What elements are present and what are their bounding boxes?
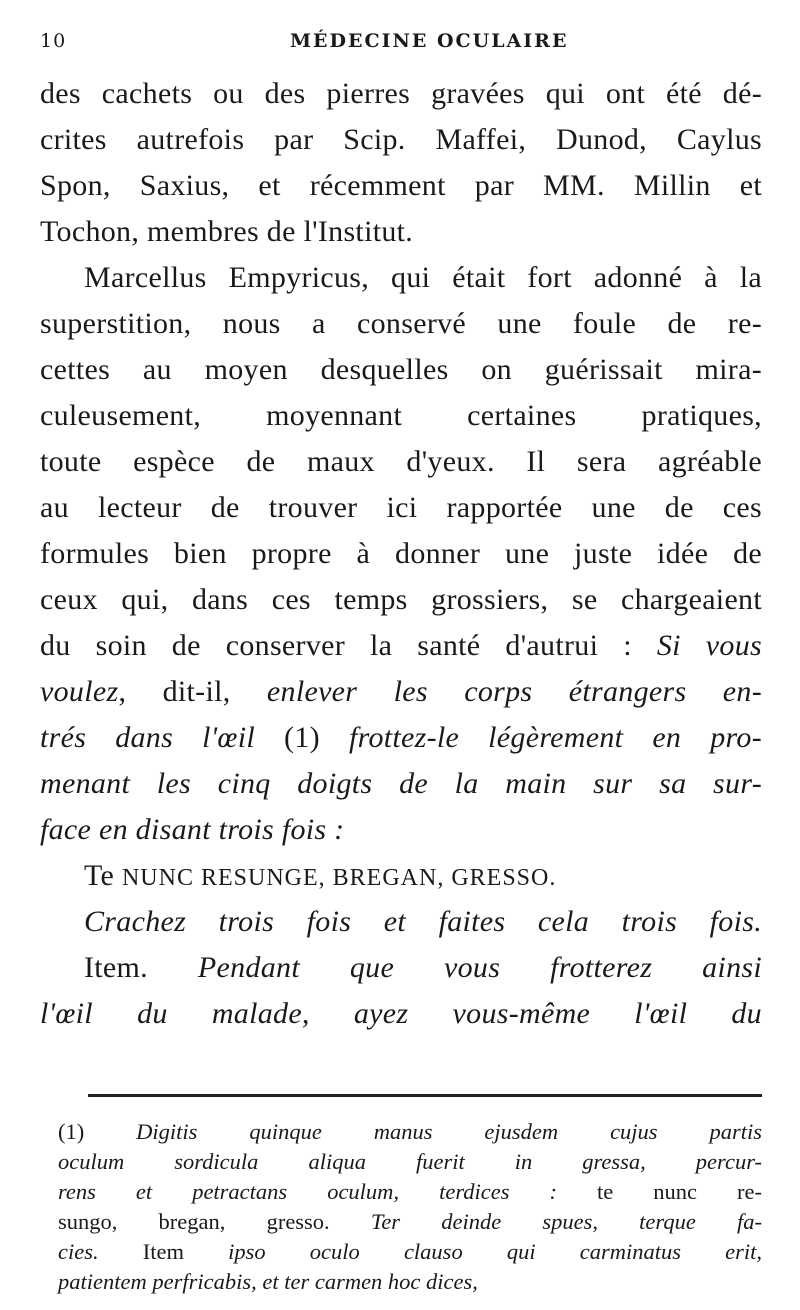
text-line: Crachez trois fois et faites cela trois fois.	[84, 905, 762, 938]
text-line: Spon, Saxius, et récemment par MM. Millin et	[40, 169, 762, 202]
text-line: culeusement, moyennant certaines pratiques,	[40, 399, 762, 432]
text-segment: te nunc re-	[597, 1179, 763, 1204]
italic-segment: Si vous	[656, 629, 762, 662]
text-line	[40, 623, 762, 669]
footnote-divider	[88, 1094, 762, 1097]
text-line: face en disant trois fois :	[40, 813, 345, 846]
text-line: ceux qui, dans ces temps grossiers, se chargeaient	[40, 583, 762, 616]
italic-segment: enlever les corps étrangers en-	[266, 675, 762, 708]
text-segment: , dit-il,	[118, 675, 231, 708]
text-line: menant les cinq doigts de la main sur sa sur-	[40, 767, 762, 800]
text-line: l'œil du malade, ayez vous-même l'œil du	[40, 997, 762, 1030]
text-line: au lecteur de trouver ici rapportée une de ces	[40, 491, 762, 524]
text-segment: du soin de conserver la santé d'autrui :	[40, 629, 632, 662]
italic-segment: trés dans l'œil	[40, 721, 256, 754]
page-number: 10	[40, 30, 67, 52]
footnote-line	[58, 1177, 762, 1207]
italic-segment: ipso oculo clauso qui carminatus erit,	[228, 1239, 763, 1264]
text-line: Tochon, membres de l'Institut.	[40, 215, 414, 248]
italic-segment: frottez-le légèrement en pro-	[348, 721, 762, 754]
italic-segment: cies.	[58, 1239, 99, 1264]
footnote-line	[58, 1237, 762, 1267]
main-text	[40, 71, 762, 1037]
footnote-number: (1)	[58, 1119, 85, 1144]
italic-segment: voulez	[40, 675, 119, 708]
italic-segment: Ter deinde spues, terque fa-	[370, 1209, 762, 1234]
footnote	[58, 1117, 762, 1297]
footnote-line	[58, 1207, 762, 1237]
italic-segment: Pendant que vous frotterez ainsi	[197, 951, 762, 984]
text-line: crites autrefois par Scip. Maffei, Dunod, Caylus	[40, 123, 762, 156]
footnote-line: patientem perfricabis, et ter carmen hoc dices,	[58, 1269, 478, 1294]
text-line	[40, 669, 762, 715]
footnote-ref: (1)	[284, 721, 320, 754]
italic-segment: rens et petractans oculum, terdices :	[58, 1179, 557, 1204]
text-line: superstition, nous a conservé une foule de re-	[40, 307, 762, 340]
text-segment: Item	[142, 1239, 184, 1264]
text-line	[40, 945, 762, 991]
incantation-text: NUNC RESUNGE, BREGAN, GRESSO.	[121, 865, 557, 891]
running-title: MÉDECINE OCULAIRE	[290, 30, 569, 52]
italic-segment: Digitis quinque manus ejusdem cujus partis	[136, 1119, 762, 1144]
footnote-line	[58, 1117, 762, 1147]
incantation-line	[40, 853, 762, 899]
page-header	[40, 30, 760, 60]
footnote-line: oculum sordicula aliqua fuerit in gressa, percur-	[58, 1149, 762, 1174]
text-line: des cachets ou des pierres gravées qui ont été dé-	[40, 77, 762, 110]
text-line: cettes au moyen desquelles on guérissait mira-	[40, 353, 762, 386]
text-line: toute espèce de maux d'yeux. Il sera agréable	[40, 445, 762, 478]
text-line	[40, 715, 762, 761]
incantation-initial: Te	[84, 859, 115, 892]
text-segment: Item.	[84, 951, 148, 984]
text-line: Marcellus Empyricus, qui était fort adonné à la	[84, 261, 762, 294]
text-line: formules bien propre à donner une juste idée de	[40, 537, 762, 570]
text-segment: sungo, bregan, gresso.	[58, 1209, 330, 1234]
